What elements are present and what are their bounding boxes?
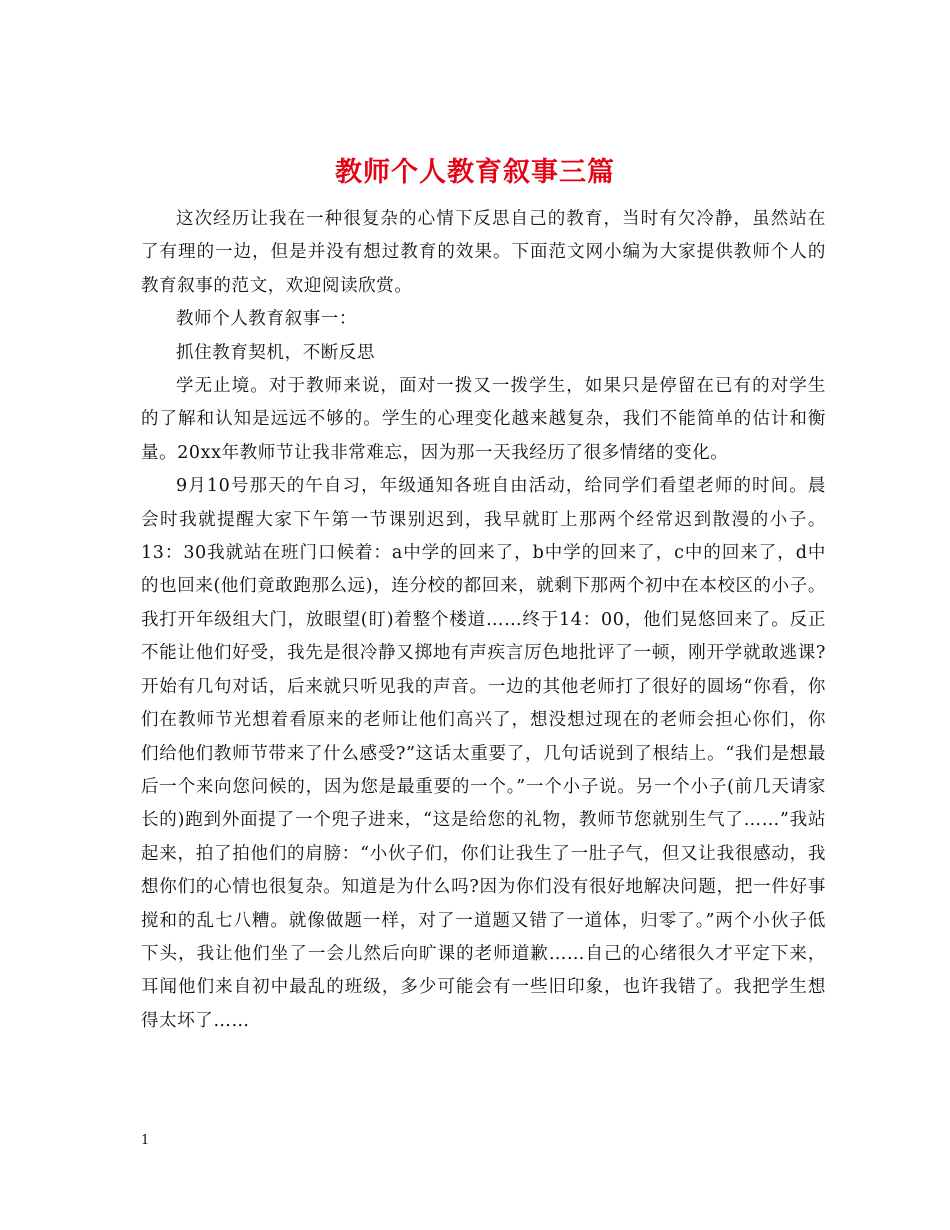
page-number: 1 xyxy=(141,1133,150,1148)
document-body xyxy=(141,203,826,1038)
body-paragraph: 9月10号那天的午自习，年级通知各班自由活动，给同学们看望老师的时间。晨会时我就提醒大家下午第一节课别迟到，我早就盯上那两个经常迟到散漫的小子。13：30我就站在班门口候着：a中学的回来了，b中学的回来了，c中的回来了，d中的也回来(他们竟敢跑那么远)，连分校的都回来，就剩下那两个初中在本校区的小子。我打开年级组大门，放眼望(盯)着整个楼道……终于14：00，他们晃悠回来了。反正不能让他们好受，我先是很冷静又掷地有声疾言厉色地批评了一顿，刚开学就敢逃课?开始有几句对话，后来就只听见我的声音。一边的其他老师打了很好的圆场“你看，你们在教师节光想着看原来的老师让他们高兴了，想没想过现在的老师会担心你们，你们给他们教师节带来了什么感受?”这话太重要了，几句话说到了根结上。“我们是想最后一个来向您问候的，因为您是最重要的一个。”一个小子说。另一个小子(前几天请家长的)跑到外面提了一个兜子进来，“这是给您的礼物，教师节您就别生气了……”我站起来，拍了拍他们的肩膀：“小伙子们，你们让我生了一肚子气，但又让我很感动，我想你们的心情也很复杂。知道是为什么吗?因为你们没有很好地解决问题，把一件好事搅和的乱七八糟。就像做题一样，对了一道题又错了一道体，归零了。”两个小伙子低下头，我让他们坐了一会儿然后向旷课的老师道歉……自己的心绪很久才平定下来，耳闻他们来自初中最乱的班级，多少可能会有一些旧印象，也许我错了。我把学生想得太坏了…… xyxy=(141,476,826,1031)
section-heading: 教师个人教育叙事一： xyxy=(176,309,357,330)
section-subtitle: 抓住教育契机，不断反思 xyxy=(176,342,376,363)
intro-paragraph: 这次经历让我在一种很复杂的心情下反思自己的教育，当时有欠冷静，虽然站在了有理的一边，但是并没有想过教育的效果。下面范文网小编为大家提供教师个人的教育叙事的范文，欢迎阅读欣赏。 xyxy=(141,209,826,296)
document-title: 教师个人教育叙事三篇 xyxy=(335,157,615,189)
body-paragraph: 学无止境。对于教师来说，面对一拨又一拨学生，如果只是停留在已有的对学生的了解和认知是远远不够的。学生的心理变化越来越复杂，我们不能简单的估计和衡量。20xx年教师节让我非常难忘，因为那一天我经历了很多情绪的变化。 xyxy=(141,376,826,463)
